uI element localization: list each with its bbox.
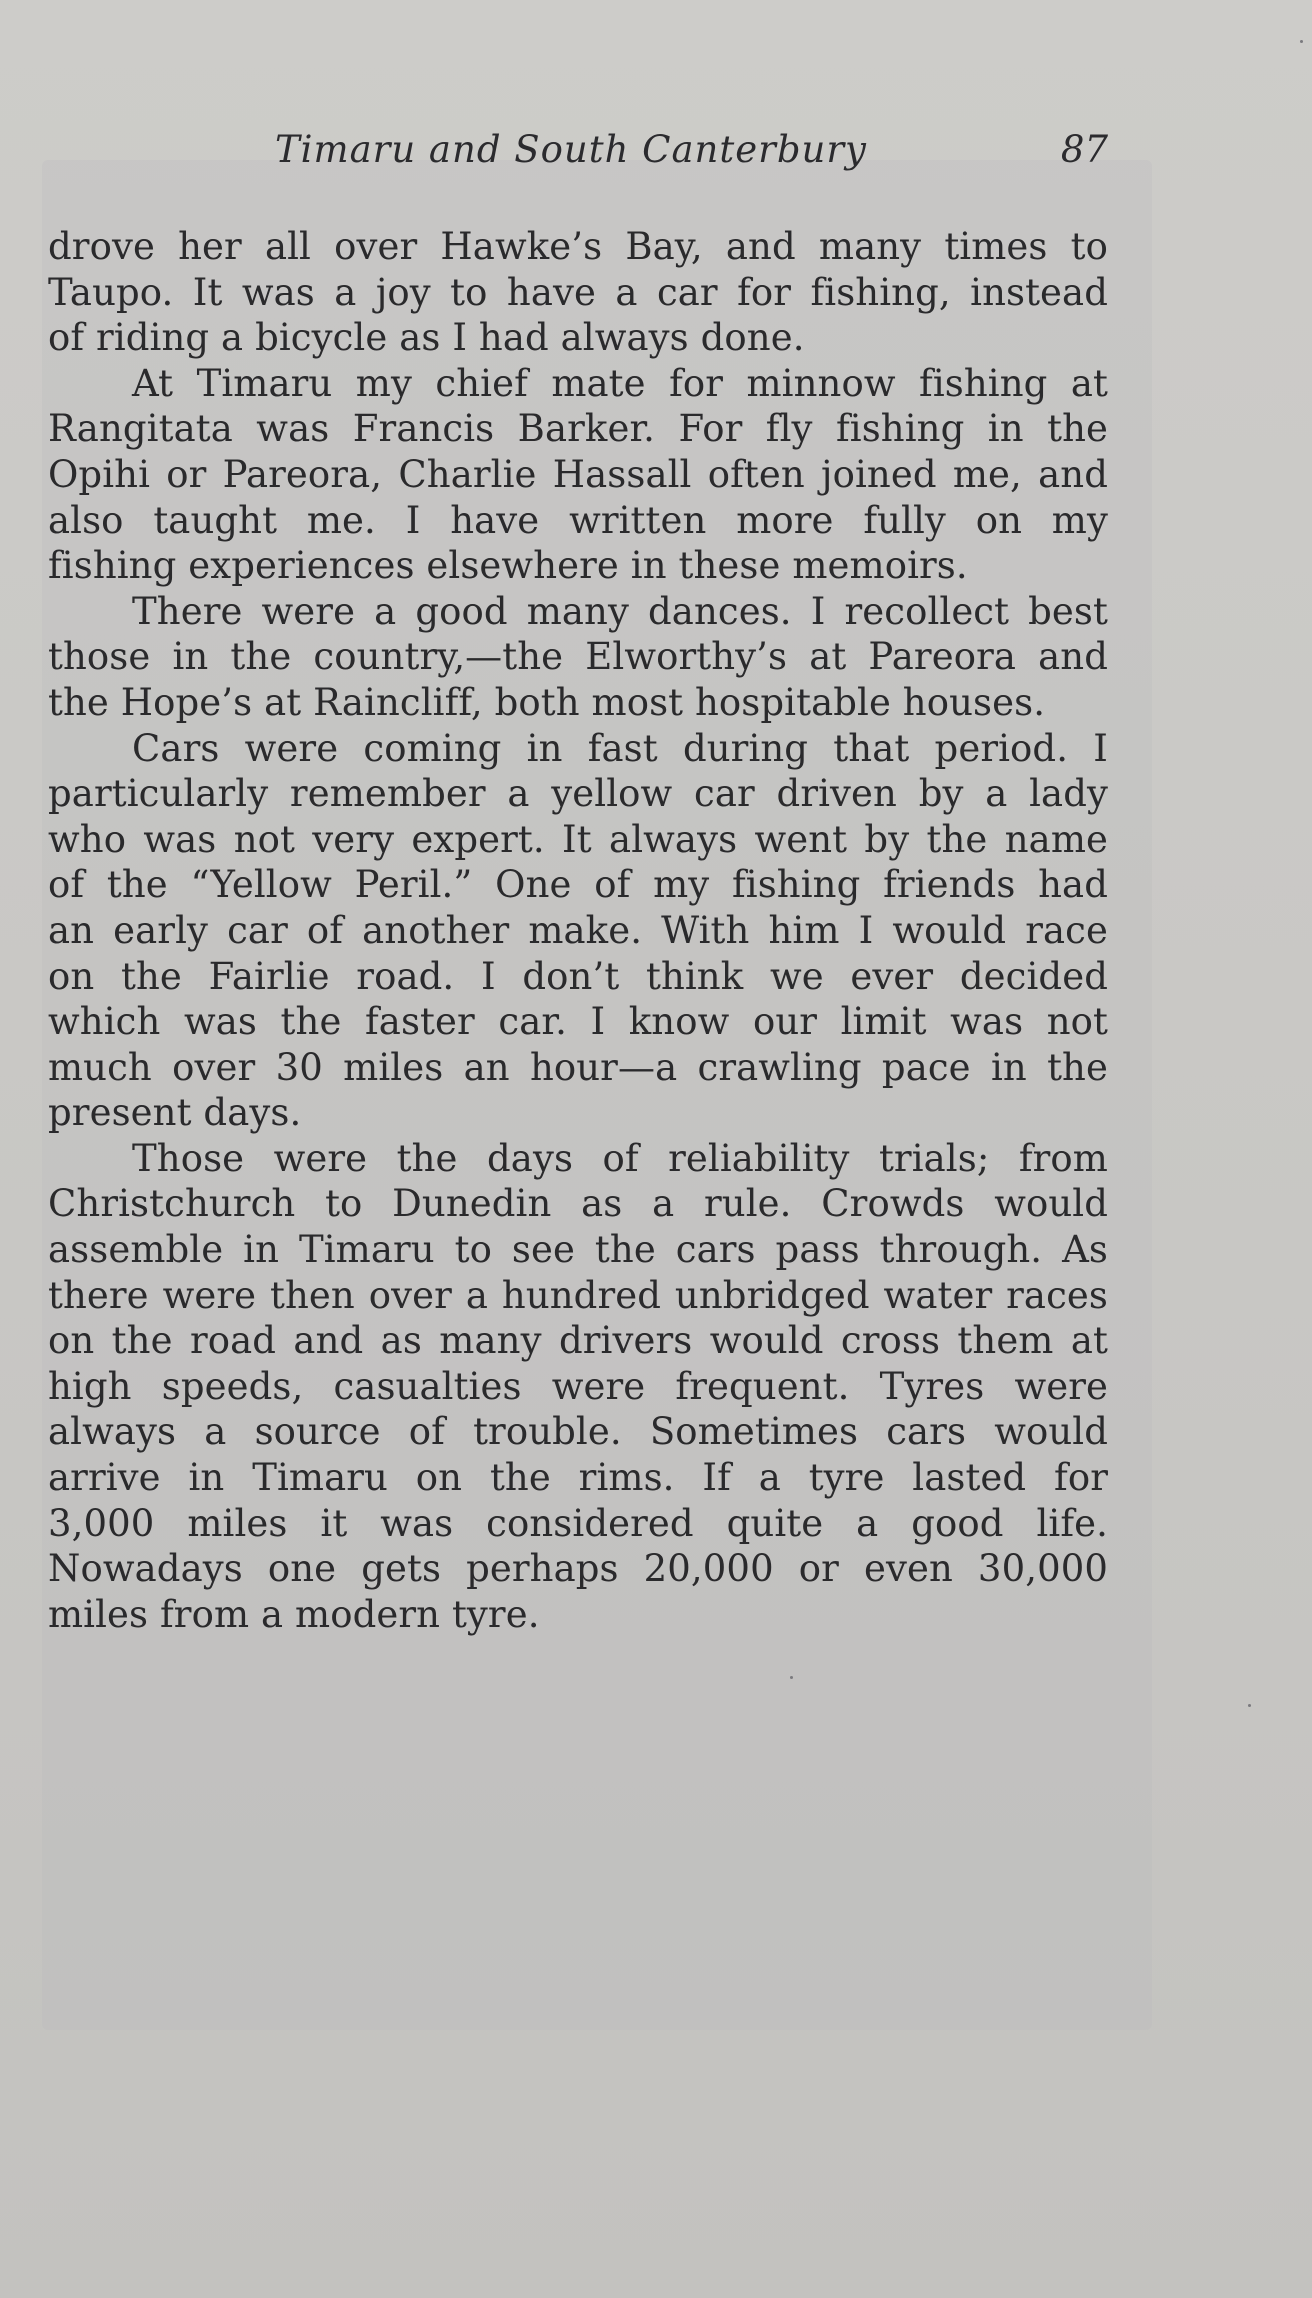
text-line: which was the faster car. I know our limit was not — [48, 1000, 1108, 1044]
text-line: much over 30 miles an hour—a crawling pace in the — [48, 1045, 1108, 1089]
text-line: of the “Yellow Peril.” One of my fishing friends had — [48, 863, 1108, 907]
running-head — [48, 128, 1108, 188]
text-line: there were then over a hundred unbridged water races — [48, 1273, 1108, 1317]
text-line: who was not very expert. It always went by the name — [48, 817, 1108, 861]
scan-speck — [1300, 40, 1303, 43]
text-line: assemble in Timaru to see the cars pass through. As — [48, 1228, 1108, 1272]
text-line: of riding a bicycle as I had always done. — [48, 316, 805, 360]
text-line: high speeds, casualties were frequent. Tyres were — [48, 1364, 1108, 1408]
text-line: Christchurch to Dunedin as a rule. Crowds would — [48, 1182, 1108, 1226]
text-line: Rangitata was Francis Barker. For fly fishing in the — [48, 407, 1108, 451]
text-line: the Hope’s at Raincliff, both most hospitable houses. — [48, 680, 1046, 724]
text-line: Cars were coming in fast during that period. I — [132, 726, 1108, 770]
text-line: those in the country,—the Elworthy’s at Pareora and — [48, 635, 1108, 679]
text-line: on the Fairlie road. I don’t think we ever decided — [48, 954, 1108, 998]
text-line: always a source of trouble. Sometimes cars would — [48, 1410, 1108, 1454]
body-text — [48, 224, 1108, 1637]
text-line: fishing experiences elsewhere in these memoirs. — [48, 544, 968, 588]
text-line: particularly remember a yellow car driven by a lady — [48, 772, 1108, 816]
text-line: Nowadays one gets perhaps 20,000 or even 30,000 — [48, 1547, 1108, 1591]
text-line: on the road and as many drivers would cross them at — [48, 1319, 1108, 1363]
text-line: also taught me. I have written more fully on my — [48, 498, 1108, 542]
running-title: Timaru and South Canterbury — [275, 128, 867, 171]
text-line: drove her all over Hawke’s Bay, and many times to — [48, 225, 1108, 268]
text-line: arrive in Timaru on the rims. If a tyre lasted for — [48, 1456, 1108, 1500]
scan-speck — [1248, 1704, 1251, 1707]
text-line: Those were the days of reliability trials; from — [132, 1136, 1108, 1180]
scan-speck — [790, 1676, 793, 1679]
text-line: Opihi or Pareora, Charlie Hassall often joined me, and — [48, 452, 1108, 496]
text-line: miles from a modern tyre. — [48, 1592, 540, 1636]
text-line: At Timaru my chief mate for minnow fishing at — [132, 361, 1108, 405]
text-line: There were a good many dances. I recollect best — [132, 589, 1108, 633]
text-line: an early car of another make. With him I would race — [48, 908, 1108, 952]
text-line: Taupo. It was a joy to have a car for fishing, instead — [48, 270, 1108, 314]
page-number: 87 — [1060, 128, 1108, 171]
text-line: present days. — [48, 1091, 302, 1135]
text-line: 3,000 miles it was considered quite a good life. — [48, 1501, 1108, 1545]
